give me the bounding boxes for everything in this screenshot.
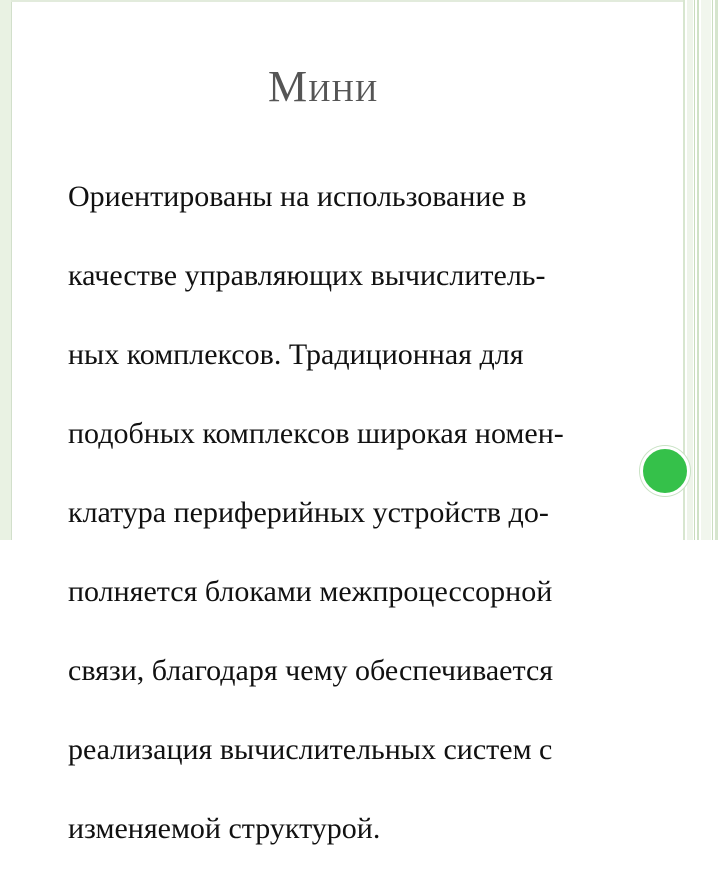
body-text-line: связи, благодаря чему обеспечивается bbox=[68, 653, 554, 687]
right-decorative-stripes bbox=[683, 0, 720, 540]
body-text-line: реализация вычислительных систем с bbox=[68, 732, 553, 766]
stripe bbox=[715, 0, 718, 540]
stripe bbox=[694, 0, 695, 540]
body-text-line: полняется блоками межпроцессорной bbox=[68, 574, 553, 608]
top-border-line bbox=[11, 0, 683, 2]
slide-body-text bbox=[68, 137, 628, 888]
stripe bbox=[697, 0, 699, 540]
body-text-line: подобных комплексов широкая номен- bbox=[68, 416, 564, 450]
body-text-line: Ориентированы на использование в bbox=[68, 179, 527, 213]
body-text-line: ных комплексов. Традиционная для bbox=[68, 337, 524, 371]
body-text-line: клатура периферийных устройств до- bbox=[68, 495, 549, 529]
left-border-bar bbox=[0, 0, 12, 540]
body-text-line: качестве управляющих вычислитель- bbox=[68, 258, 546, 292]
stripe bbox=[687, 0, 693, 540]
green-circle-icon bbox=[640, 446, 690, 496]
body-text-line: изменяемой структурой. bbox=[68, 811, 381, 845]
slide-title: Мини bbox=[268, 62, 379, 111]
stripe bbox=[712, 0, 713, 540]
stripe bbox=[701, 0, 711, 540]
